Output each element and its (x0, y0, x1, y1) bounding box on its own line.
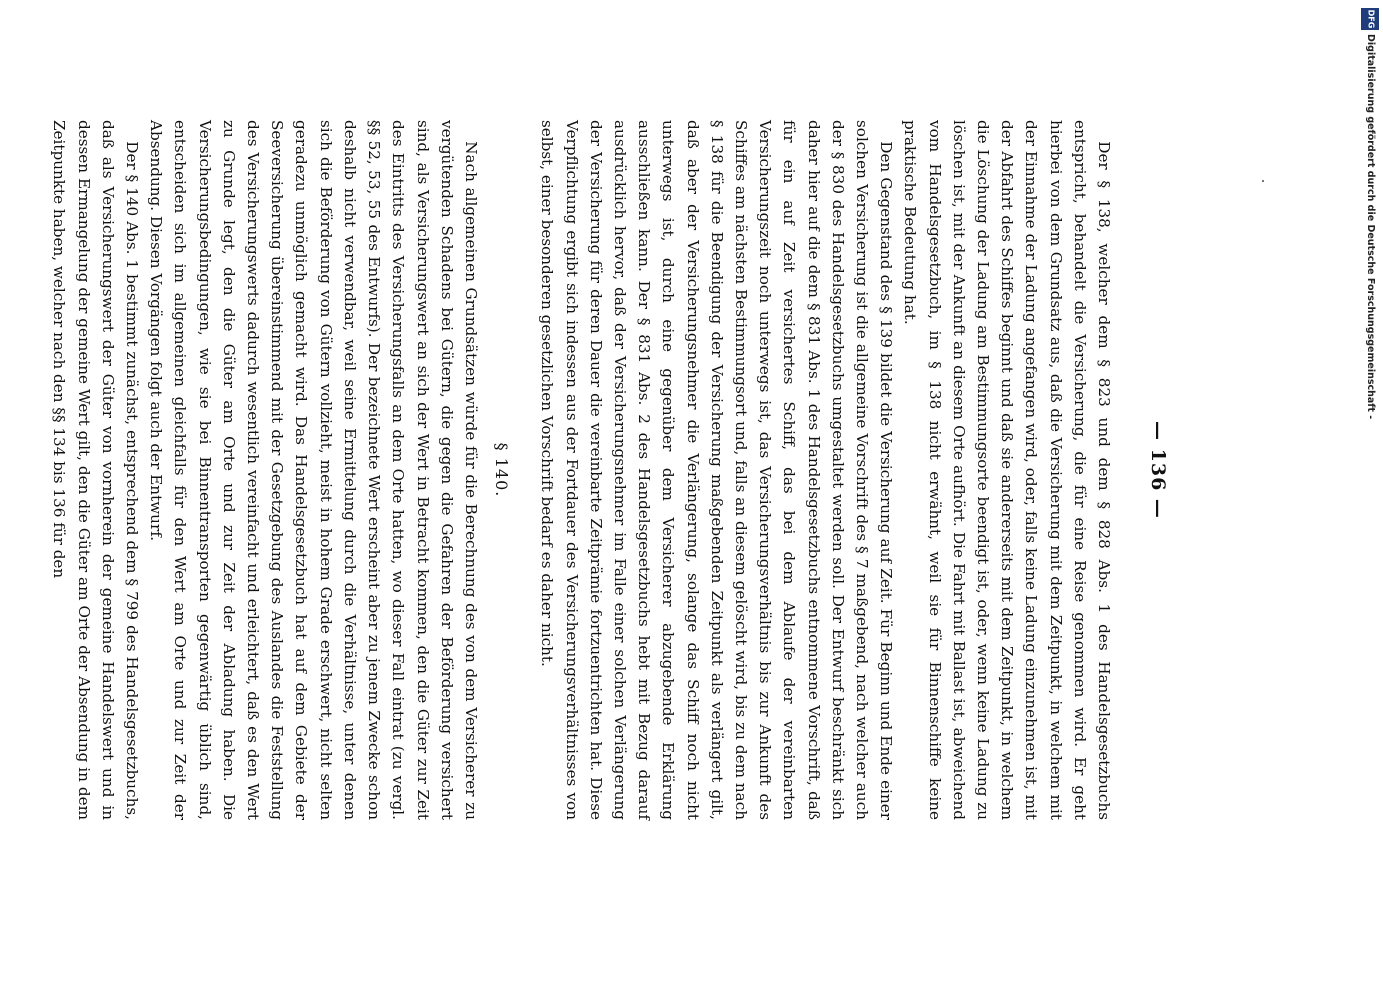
paragraph-139: Den Gegenstand des § 139 bildet die Versicherung auf Zeit. Für Beginn und Ende einer solchen Versicherung ist die allgemeine Vorschrift des § 7 maßgebend, nach welcher auch der § 830 des Handelsgesetzbuchs umgestaltet werden soll. Der Entwurf beschränkt sich daher hier auf die dem § 831 Abs. 1 des Handelsgesetzbuchs entnommene Vorschrift, daß für ein auf Zeit versichertes Schiff, das bei dem Ablaufe der vereinbarten Versicherungszeit noch unterwegs ist, das Versicherungsverhältnis bis zur Ankunft des Schiffes am nächsten Bestimmungsort und, falls an diesem gelöscht wird, bis zu dem nach § 138 für die Beendigung der Versicherung maßgebenden Zeitpunkt als verlängert gilt, daß aber der Versicherungsnehmer die Verlängerung, solange das Schiff noch nicht unterwegs ist, durch eine gegenüber dem Versicherer abzugebende Erklärung ausschließen kann. Der § 831 Abs. 2 des Handelsgesetzbuchs hebt mit Bezug darauf ausdrücklich hervor, daß der Versicherungsnehmer im Falle einer solchen Verlängerung der Versicherung für deren Dauer die vereinbarte Zeitprämie fortzuentrichten hat. Diese Verpflichtung ergibt sich indessen aus der Fortdauer des Versicherungsverhältnisses von selbst, einer besonderen gesetzlichen Vorschrift bedarf es daher nicht. (538, 120, 896, 820)
paragraph-140-abs1: Der § 140 Abs. 1 bestimmt zunächst, entsprechend dem § 799 des Handelsgesetzbuchs, daß als Versicherungswert der Güter von vornherein der gemeine Handelswert und in dessen Ermangelung der gemeine Wert gilt, den die Güter am Orte der Absendung in dem Zeitpunkte haben, welcher nach den §§ 134 bis 136 für den (50, 120, 142, 820)
page-number-header: — 136 — (1147, 421, 1169, 519)
scan-speck (1262, 180, 1264, 182)
paragraph-138: Der § 138, welcher dem § 823 und dem § 828 Abs. 1 des Handelsgesetzbuchs entspricht, behandelt die Versicherung, die für eine Reise genommen wird. Er geht hierbei von dem Grundsatz aus, daß die Versicherung mit dem Zeitpunkt, in welchem mit der Einnahme der Ladung angefangen wird, oder, falls keine Ladung einzunehmen ist, mit der Abfahrt des Schiffes beginnt und daß sie andererseits mit dem Zeitpunkt, in welchem die Löschung der Ladung am Bestimmungsorte beendigt ist, oder, wenn keine Ladung zu löschen ist, mit der Ankunft an diesem Orte aufhört. Die Fahrt mit Ballast ist, abweichend vom Handelsgesetzbuch, im § 138 nicht erwähnt, weil sie für Binnenschiffe keine praktische Bedeutung hat. (901, 120, 1113, 820)
paragraph-140-intro: Nach allgemeinen Grundsätzen würde für die Berechnung des von dem Versicherer zu vergütenden Schadens bei Gütern, die gegen die Gefahren der Beförderung versichert sind, als Versicherungswert an sich der Wert in Betracht kommen, den die Güter zur Zeit des Eintritts des Versicherungsfalls an dem Orte hatten, wo dieser Fall eintrat (zu vergl. §§ 52, 53, 55 des Entwurfs). Der bezeichnete Wert erscheint aber zu jenem Zwecke schon deshalb nicht verwendbar, weil seine Ermittelung durch die Verhältnisse, unter denen sich die Beförderung von Gütern vollzieht, meist in hohem Grade erschwert, nicht selten geradezu unmöglich gemacht wird. Das Handelsgesetzbuch hat auf dem Gebiete der Seeversicherung übereinstimmend mit der Gesetzgebung des Auslandes die Feststellung des Versicherungswerts dadurch wesentlich vereinfacht und erleichtert, daß es den Wert zu Grunde legt, den die Güter am Orte und zur Zeit der Abladung haben. Die Versicherungsbedingungen, wie sie bei Binnentransporten gegenwärtig üblich sind, entscheiden sich im allgemeinen gleichfalls für den Wert am Orte und zur Zeit der Absendung. Diesen Vorgängen folgt auch der Entwurf. (147, 120, 480, 820)
section-heading: § 140. (492, 442, 512, 498)
dfg-logo-text: DFG (1366, 9, 1376, 29)
document-page (46, 120, 1176, 820)
dfg-logo (1361, 8, 1379, 30)
digitization-credit: Digitalisierung gefördert durch die Deutsche Forschungsgemeinschaft - (1365, 34, 1376, 420)
